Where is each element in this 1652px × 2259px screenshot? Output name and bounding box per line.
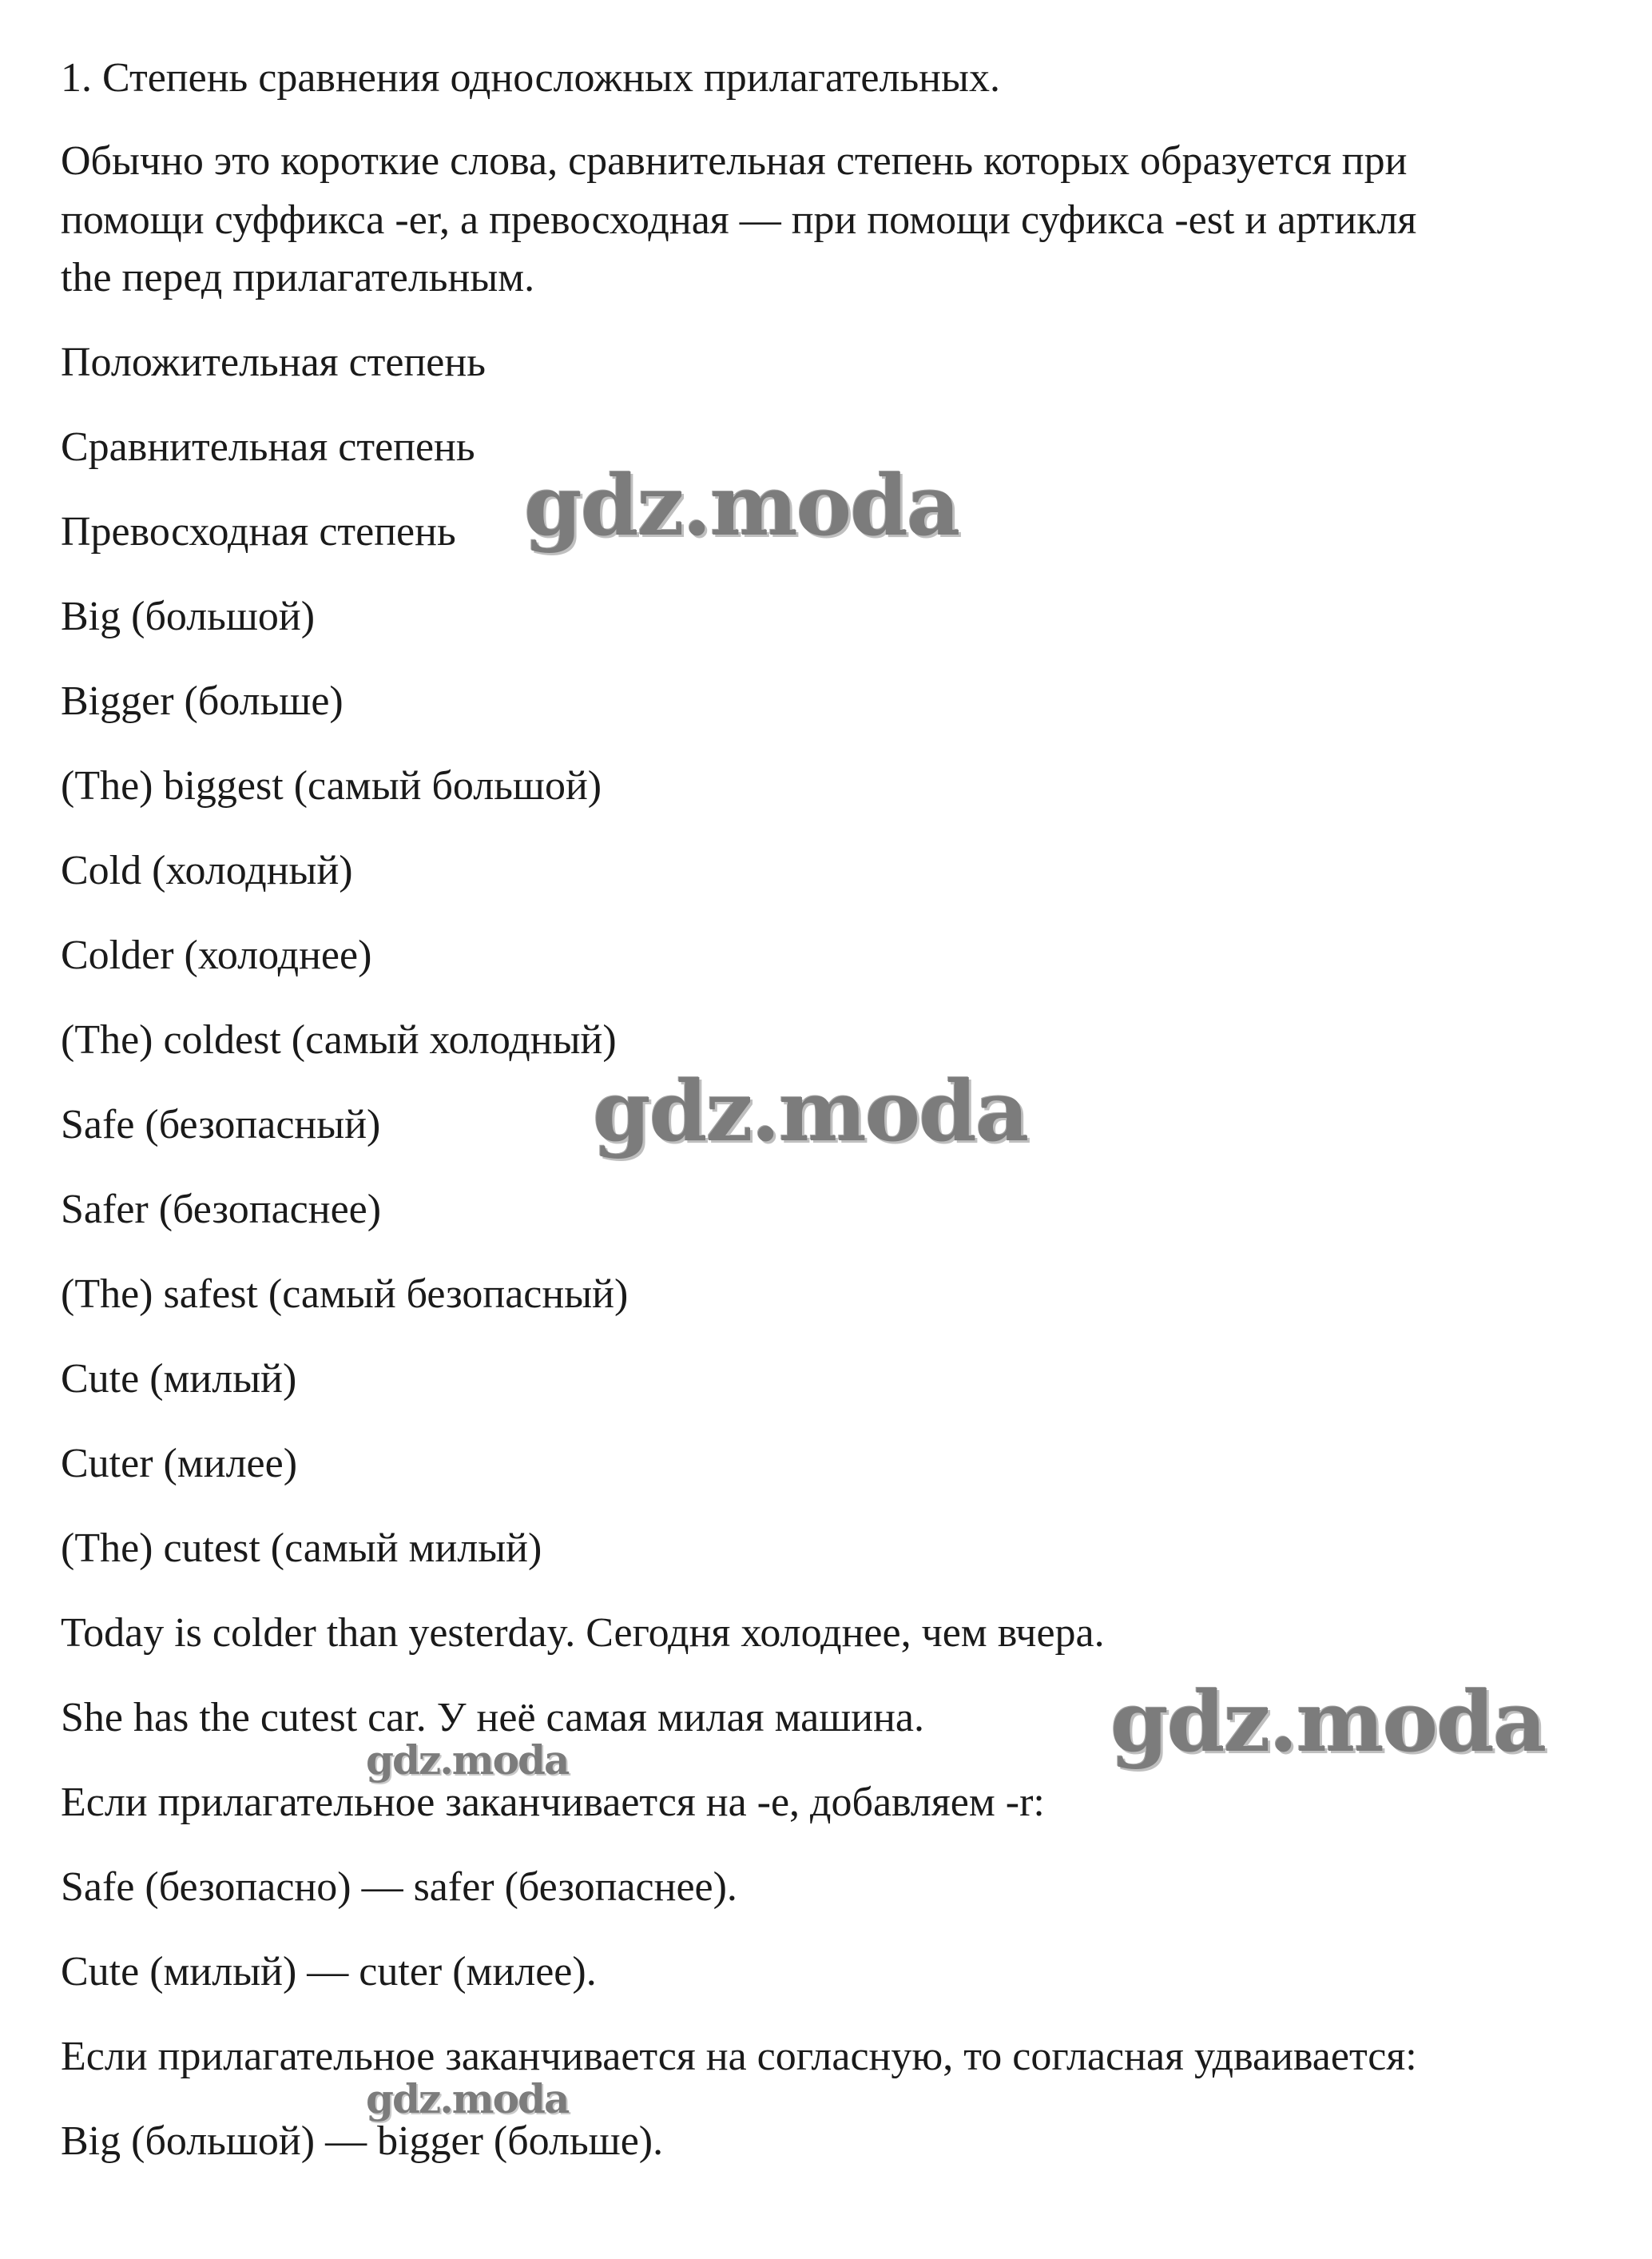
sentence-colder: Today is colder than yesterday. Сегодня холоднее, чем вчера. xyxy=(61,1610,1105,1656)
example-cutest: (The) cutest (самый милый) xyxy=(61,1525,542,1571)
example-coldest: (The) coldest (самый холодный) xyxy=(61,1017,617,1063)
watermark-logo: gdz.moda xyxy=(1110,1672,1546,1771)
rule-example-cute: Cute (милый) — cuter (милее). xyxy=(61,1949,597,1995)
example-bigger: Bigger (больше) xyxy=(61,678,344,724)
intro-line-1: Обычно это короткие слова, сравнительная степень которых образуется при xyxy=(61,138,1408,184)
watermark-logo: gdz.moda xyxy=(366,2075,569,2122)
example-safe: Safe (безопасный) xyxy=(61,1102,381,1147)
example-cute: Cute (милый) xyxy=(61,1356,297,1402)
example-colder: Colder (холоднее) xyxy=(61,933,372,978)
heading-line: 1. Степень сравнения односложных прилагательных. xyxy=(61,55,1000,101)
rule-example-safe: Safe (безопасно) — safer (безопаснее). xyxy=(61,1864,737,1910)
sentence-cutest: She has the cutest car. У неё самая милая машина. xyxy=(61,1695,924,1740)
rule-consonant: Если прилагательное заканчивается на согласную, то согласная удваивается: xyxy=(61,2034,1417,2079)
intro-line-2: помощи суффикса -er, а превосходная — при помощи суфикса -est и артикля xyxy=(61,197,1417,243)
example-cold: Cold (холодный) xyxy=(61,848,353,893)
example-big: Big (большой) xyxy=(61,594,316,639)
example-safest: (The) safest (самый безопасный) xyxy=(61,1271,629,1317)
degree-positive: Положительная степень xyxy=(61,340,486,385)
rule-ending-e: Если прилагательное заканчивается на -e, добавляем -r: xyxy=(61,1780,1045,1825)
watermark-logo: gdz.moda xyxy=(366,1736,569,1784)
rule-example-big: Big (большой) — bigger (больше). xyxy=(61,2118,664,2164)
example-biggest: (The) biggest (самый большой) xyxy=(61,763,602,809)
example-safer: Safer (безопаснее) xyxy=(61,1187,382,1232)
watermark-logo: gdz.moda xyxy=(593,1062,1028,1160)
watermark-logo: gdz.moda xyxy=(524,456,959,555)
degree-comparative: Сравнительная степень xyxy=(61,424,475,470)
degree-superlative: Превосходная степень xyxy=(61,509,456,555)
example-cuter: Cuter (милее) xyxy=(61,1441,298,1486)
intro-line-3: the перед прилагательным. xyxy=(61,255,535,300)
